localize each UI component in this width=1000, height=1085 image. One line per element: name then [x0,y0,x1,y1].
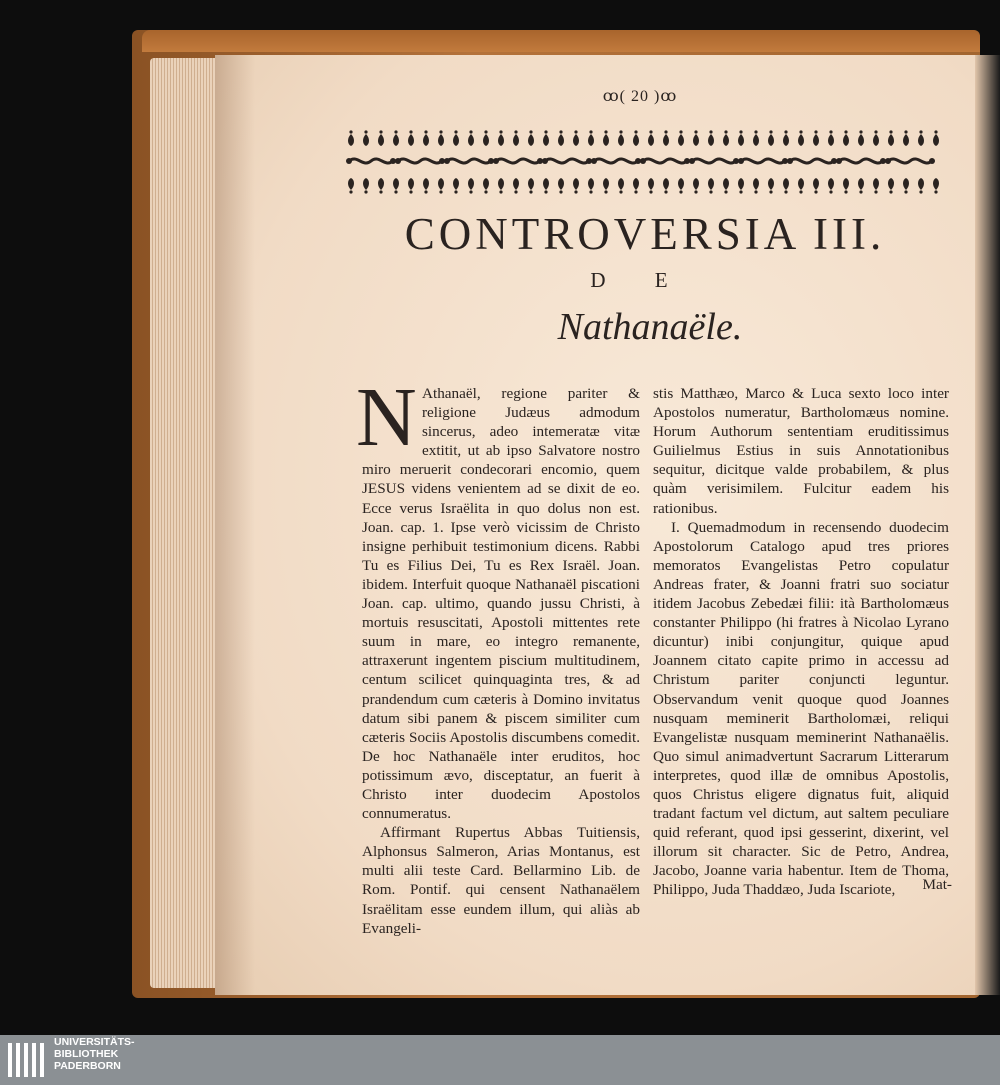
ornament-motif [918,130,924,146]
drop-cap-initial: N [356,371,417,464]
ornament-motif [543,178,549,194]
ornament-motif [444,158,494,164]
library-logo-icon [6,1039,48,1081]
ornament-motif [843,130,849,146]
ornament-motif [648,130,654,146]
ornament-motif [828,130,834,146]
ornament-motif [423,178,429,194]
ornament-motif [693,130,699,146]
ornament-motif [618,178,624,194]
ornament-motif [498,178,504,194]
ornament-motif [493,158,543,164]
ornament-motif [723,130,729,146]
ornament-motif [858,130,864,146]
right-page-edge [975,55,1000,995]
ornament-motif [708,130,714,146]
gutter-shadow [215,55,255,995]
ornament-motif [708,178,714,194]
ornament-motif [591,158,641,164]
library-name-line-2: BIBLIOTHEK [54,1048,119,1060]
right-text-column [653,384,949,900]
ornament-motif [693,178,699,194]
ornament-motif [513,178,519,194]
library-name-line-3: PADERBORN [54,1060,121,1072]
ornament-motif [348,130,354,146]
ornament-motif [348,178,354,194]
catchword: Mat- [922,876,952,893]
ornament-motif [558,178,564,194]
ornament-motif [468,130,474,146]
ornament-motif [438,130,444,146]
ornament-motif [858,178,864,194]
ornament-motif [813,178,819,194]
left-paragraph-2: Affirmant Rupertus Abbas Tuitiensis, Alphonsus Salmeron, Arias Montanus, est multi alii teste Card. Bellarmino Lib. de Rom. Pontif. qui censent Nathanaëlem Israëlitam esse eundem illum, qui aliàs ab Evangeli- [362,824,640,937]
ornament-motif [468,178,474,194]
ornament-motif [408,178,414,194]
ornament-motif [753,178,759,194]
page-number: ꝏ( 20 )ꝏ [602,88,678,105]
ornament-motif [363,178,369,194]
ornament-motif [395,158,445,164]
right-paragraph-1: stis Matthæo, Marco & Luca sexto loco inter Apostolos numeratur, Bartholomæus nomine. Horum Authorum sententiam eruditissimus Guilielmus Estius in suis Annotationibus sequitur, dicitque valde probabilem, & plus quàm verisimilem. Fulcitur eadem his rationibus. [653,385,949,517]
ornament-motif [903,178,909,194]
ornament-motif [558,130,564,146]
ornament-motif [346,158,396,164]
ornament-motif [438,178,444,194]
ornament-motif [483,178,489,194]
ornament-motif [573,178,579,194]
ornament-motif [903,130,909,146]
ornament-motif [828,178,834,194]
ornament-motif [408,130,414,146]
ornament-motif [363,130,369,146]
ornament-motif [798,130,804,146]
ornament-motif [513,130,519,146]
book-cover-top-edge [142,30,980,52]
ornament-motif [453,178,459,194]
left-paragraph-1: Athanaël, regione pariter & religione Judæus admodum sincerus, adeo intemeratæ vitæ extitit, ut ab ipso Salvatore nostro miro meruerit condecorari encomio, quem JESUS videns venientem ad se dixit de eo. Ecce verus Israëlita in quo dolus non est. Joan. cap. 1. Ipse verò vicissim de Christo insigne perhibuit testimonium dicens. Rabbi Tu es Filius Dei, Tu es Rex Israël. Joan. ibidem. Interfuit quoque Nathanaël piscationi Joan. cap. ultimo, quando jussu Christi, à mortuis resuscitati, Apostoli mittentes rete suum in mare, eo integro remanente, attraxerunt ingentem piscium multitudinem, centum scilicet quinquaginta tres, & ad prandendum cum cæteris à Domino invitatus datum sibi panem & piscem similiter cum cæteris Sociis Apostolis discumbens comedit. De hoc Nathanaële inter eruditos, hoc potissimum ævo, disceptatur, an fuerit à Christo inter duodecim Apostolos connumeratus. [362,385,640,823]
ornament-motif [603,130,609,146]
chapter-subject: Nathanaële. [557,306,743,348]
ornament-motif [573,130,579,146]
ornament-motif [738,158,788,164]
ornament-motif [888,178,894,194]
ornament-motif [813,130,819,146]
preposition-heading: D E [590,268,690,292]
ornament-motif [843,178,849,194]
ornament-motif [888,130,894,146]
ornament-motif [640,158,690,164]
ornament-motif [738,130,744,146]
right-paragraph-2: I. Quemadmodum in recensendo duodecim Apostolorum Catalogo apud tres priores memoratos Evangelistas Petro copulatur Andreas frater, & Joanni fratri suo sociatur itidem Jacobus Zebedæi filii: ità Bartholomæus constanter Philippo (hi fratres à Nicolao Lyrano dicuntur) inibi conjungitur, quique apud Joannem citato capite primo in accessu ad Christum pariter conjuncti leguntur. Observandum venit quoque quod Joannes nusquam meminerit Bartholomæi, reliqui Evangelistæ nusquam meminerint Nathanaëlis. Quo simul animadvertunt Sacrarum Litterarum interpretes, quod illæ de omnibus Apostolis, quos Christus eligere dignatus fuit, aliquid tradant factum vel dictum, aut saltem peculiare quid referant, quod ipsi gesserint, dixerint, vel illorum sit character. Sic de Petro, Andrea, Jacobo, Joanne varia habentur. Item de Thoma, Philippo, Juda Thaddæo, Juda Iscariote, [653,518,949,899]
ornament-motif [633,178,639,194]
ornament-motif [528,130,534,146]
ornament-motif [528,178,534,194]
ornament-motif [542,158,592,164]
ornament-motif [836,158,886,164]
chapter-title: CONTROVERSIA III. [404,209,886,259]
ornament-motif [723,178,729,194]
ornament-motif [933,178,939,194]
ornament-motif [873,178,879,194]
ornament-motif [753,130,759,146]
ornament-motif [933,130,939,146]
ornament-motif [618,130,624,146]
ornament-motif [648,178,654,194]
ornament-motif [603,178,609,194]
ornament-motif [798,178,804,194]
ornament-motif [678,130,684,146]
ornament-motif [787,158,837,164]
printers-ornament-band [345,127,940,197]
ornament-motif [918,178,924,194]
ornament-motif [378,130,384,146]
ornament-motif [678,178,684,194]
ornament-motif [423,130,429,146]
ornament-motif [783,178,789,194]
ornament-motif [873,130,879,146]
ornament-motif [453,130,459,146]
ornament-motif [393,130,399,146]
ornament-motif [498,130,504,146]
ornament-motif [393,178,399,194]
ornament-motif [378,178,384,194]
library-name-line-1: UNIVERSITÄTS- [54,1036,135,1048]
ornament-motif [588,130,594,146]
ornament-motif [768,130,774,146]
library-name [54,1036,164,1072]
ornament-motif [663,130,669,146]
ornament-motif [738,178,744,194]
ornament-motif [663,178,669,194]
ornament-motif [885,158,935,164]
ornament-motif [768,178,774,194]
ornament-motif [783,130,789,146]
left-text-column [356,371,640,938]
ornament-motif [543,130,549,146]
ornament-motif [633,130,639,146]
ornament-motif [588,178,594,194]
ornament-motif [689,158,739,164]
ornament-motif [483,130,489,146]
